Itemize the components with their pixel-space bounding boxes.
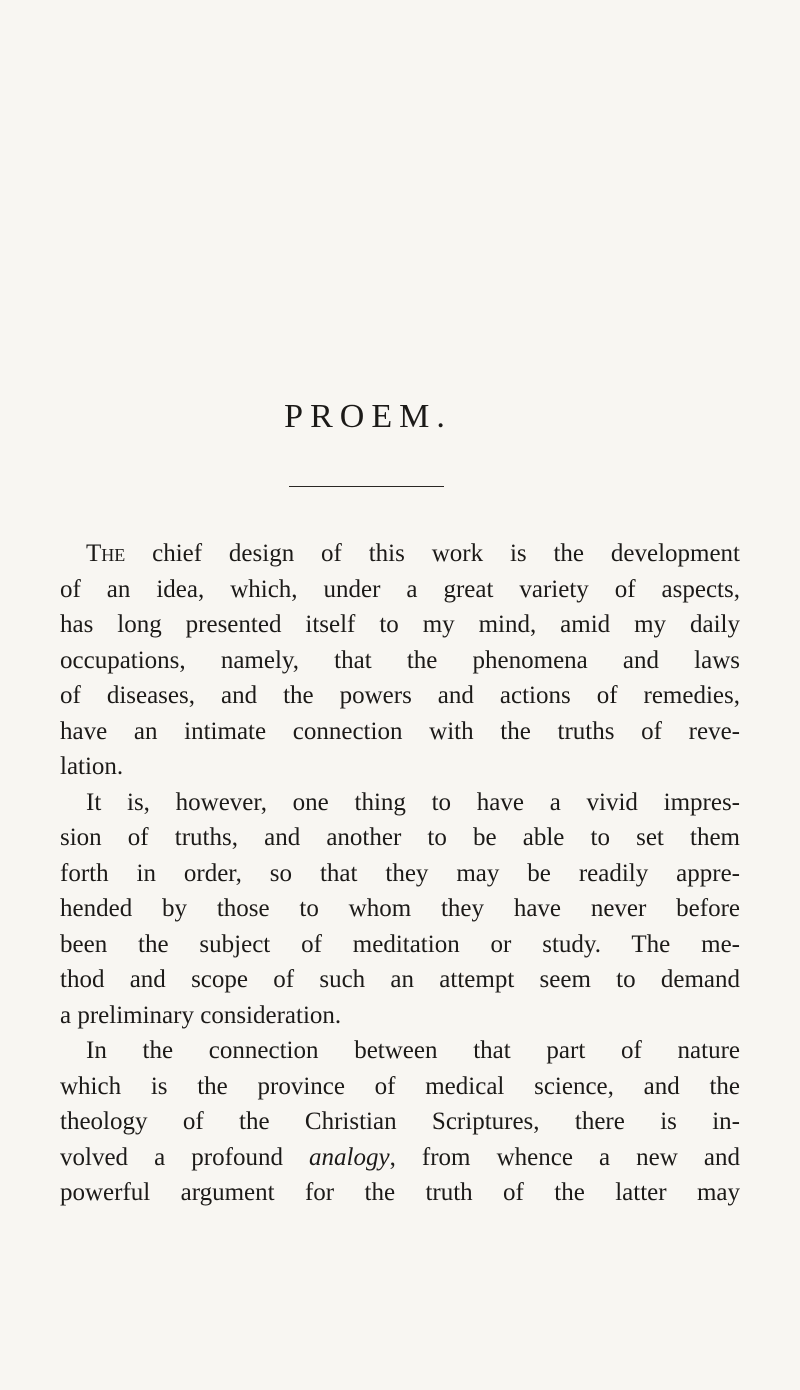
paragraph-3 — [60, 1033, 740, 1211]
paragraph-1 — [60, 536, 740, 785]
text-line: has long presented itself to my mind, amid my daily — [60, 611, 740, 638]
text-line: forth in order, so that they may be readily appre- — [60, 859, 740, 887]
text-line: been the subject of meditation or study. The me- — [60, 930, 740, 958]
emphasized-word: analogy — [309, 1143, 390, 1171]
line-text: volved a profound — [60, 1143, 310, 1171]
text-line: of diseases, and the powers and actions of remedies, — [60, 682, 740, 709]
text-line — [60, 1140, 740, 1176]
line-text: chief design of this work is the development — [125, 540, 740, 567]
text-line: have an intimate connection with the truths of reve- — [60, 717, 740, 745]
line-text: , from whence a new and — [389, 1143, 740, 1171]
text-line: powerful argument for the truth of the latter may — [60, 1179, 740, 1206]
body-text — [60, 536, 740, 1211]
text-line: lation. — [60, 753, 124, 780]
text-line: which is the province of medical science, and the — [60, 1072, 740, 1100]
text-line: sion of truths, and another to be able to set them — [60, 824, 740, 851]
text-line: It is, however, one thing to have a vivid impres- — [86, 788, 740, 816]
opening-word: The — [86, 540, 126, 567]
text-line: hended by those to whom they have never before — [60, 895, 740, 922]
title-rule — [289, 486, 444, 487]
paragraph-2 — [60, 785, 740, 1034]
text-line: theology of the Christian Scriptures, there is in- — [60, 1108, 740, 1135]
text-line: a preliminary consideration. — [60, 1001, 342, 1029]
text-line: occupations, namely, that the phenomena and laws — [60, 646, 740, 674]
text-line — [60, 536, 740, 572]
text-line: In the connection between that part of nature — [86, 1037, 740, 1064]
text-line: thod and scope of such an attempt seem to demand — [60, 966, 740, 993]
page-title: PROEM. — [284, 397, 452, 435]
text-line: of an idea, which, under a great variety of aspects, — [60, 575, 740, 603]
